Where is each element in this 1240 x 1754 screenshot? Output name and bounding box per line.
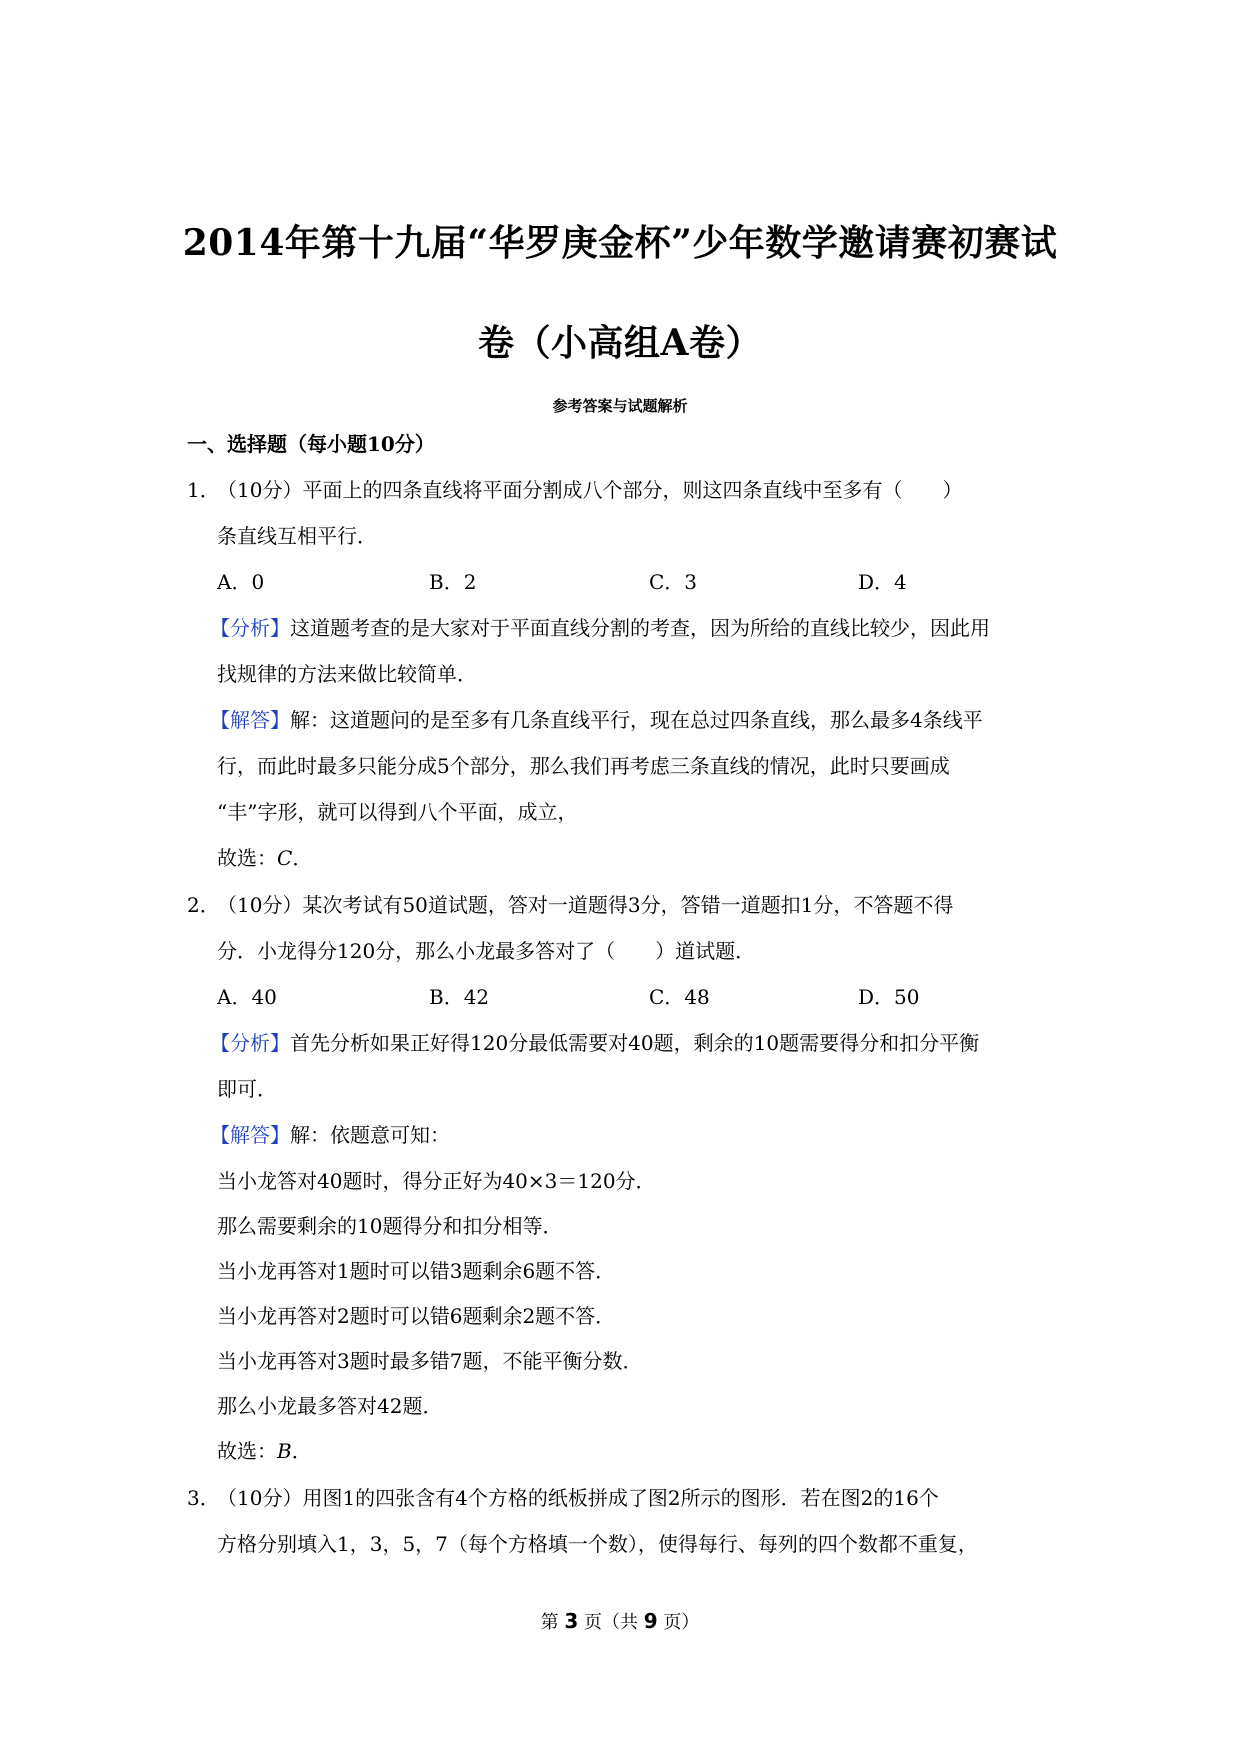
question-1-option-b: B．2 bbox=[429, 570, 477, 594]
question-1-number: 1． bbox=[187, 478, 220, 502]
footer-total-pages: 9 bbox=[643, 1609, 658, 1633]
question-3-text-line-2: 方格分别填入1，3，5，7（每个方格填一个数），使得每行、每列的四个数都不重复， bbox=[217, 1532, 978, 1556]
question-1-option-d: D．4 bbox=[858, 570, 907, 594]
document-title-line-1: 2014年第十九届“华罗庚金杯”少年数学邀请赛初赛试 bbox=[182, 222, 1058, 264]
choice-letter: C bbox=[277, 846, 293, 870]
footer-mid: 页（共 bbox=[578, 1612, 644, 1633]
answer-text: 解：依题意可知： bbox=[290, 1123, 450, 1147]
question-2-option-d: D．50 bbox=[858, 985, 920, 1009]
question-2-analysis-line-2: 即可． bbox=[217, 1077, 277, 1101]
page-footer bbox=[0, 1608, 1240, 1634]
answer-tag: 【解答】 bbox=[210, 708, 290, 732]
question-2-option-c: C．48 bbox=[649, 985, 710, 1009]
question-2-step-1: 当小龙答对40题时，得分正好为40×3＝120分． bbox=[217, 1169, 656, 1193]
answer-tag: 【解答】 bbox=[210, 1123, 290, 1147]
footer-prefix: 第 bbox=[540, 1612, 565, 1633]
analysis-text: 这道题考查的是大家对于平面直线分割的考查，因为所给的直线比较少，因此用 bbox=[290, 616, 990, 640]
question-1-analysis-line-1 bbox=[210, 614, 990, 642]
document-subtitle: 参考答案与试题解析 bbox=[552, 397, 688, 415]
question-3-text-line-1: （10分）用图1的四张含有4个方格的纸板拼成了图2所示的图形．若在图2的16个 bbox=[217, 1486, 939, 1510]
question-2-step-5: 当小龙再答对3题时最多错7题，不能平衡分数． bbox=[217, 1349, 643, 1373]
question-2-text-line-2: 分．小龙得分120分，那么小龙最多答对了（ ）道试题． bbox=[217, 939, 756, 963]
choice-letter: B bbox=[277, 1439, 292, 1463]
question-2-text-line-1: （10分）某次考试有50道试题，答对一道题得3分，答错一道题扣1分，不答题不得 bbox=[217, 893, 954, 917]
footer-page-number: 3 bbox=[564, 1609, 579, 1633]
question-2-choice bbox=[217, 1437, 312, 1465]
question-1-text-line-1: （10分）平面上的四条直线将平面分割成八个部分，则这四条直线中至多有（ ） bbox=[217, 478, 963, 502]
analysis-tag: 【分析】 bbox=[210, 1031, 290, 1055]
question-2-option-a: A．40 bbox=[217, 985, 277, 1009]
section-heading: 一、选择题（每小题10分） bbox=[187, 432, 435, 456]
answer-text: 解：这道题问的是至多有几条直线平行，现在总过四条直线，那么最多4条线平 bbox=[290, 708, 983, 732]
question-1-analysis-line-2: 找规律的方法来做比较简单． bbox=[217, 662, 477, 686]
footer-suffix: 页） bbox=[657, 1612, 700, 1633]
choice-suffix: ． bbox=[292, 846, 313, 870]
question-1-choice bbox=[217, 844, 312, 872]
question-1-answer-line-3: “丰”字形，就可以得到八个平面，成立， bbox=[217, 800, 578, 824]
question-1-text-line-2: 条直线互相平行． bbox=[217, 524, 377, 548]
question-2-step-6: 那么小龙最多答对42题． bbox=[217, 1394, 443, 1418]
question-2-step-2: 那么需要剩余的10题得分和扣分相等． bbox=[217, 1214, 563, 1238]
choice-prefix: 故选： bbox=[217, 846, 277, 870]
analysis-tag: 【分析】 bbox=[210, 616, 290, 640]
choice-prefix: 故选： bbox=[217, 1439, 277, 1463]
document-title-line-2: 卷（小高组A卷） bbox=[478, 322, 762, 364]
question-2-step-3: 当小龙再答对1题时可以错3题剩余6题不答． bbox=[217, 1259, 616, 1283]
question-1-option-c: C．3 bbox=[649, 570, 698, 594]
question-2-answer-line-1 bbox=[210, 1121, 450, 1149]
question-2-analysis-line-1 bbox=[210, 1029, 979, 1057]
question-2-option-b: B．42 bbox=[429, 985, 490, 1009]
question-1-answer-line-1 bbox=[210, 706, 983, 734]
analysis-text: 首先分析如果正好得120分最低需要对40题，剩余的10题需要得分和扣分平衡 bbox=[290, 1031, 980, 1055]
question-2-number: 2． bbox=[187, 893, 220, 917]
question-1-answer-line-2: 行，而此时最多只能分成5个部分，那么我们再考虑三条直线的情况，此时只要画成 bbox=[217, 754, 950, 778]
question-1-option-a: A．0 bbox=[217, 570, 265, 594]
question-3-number: 3． bbox=[187, 1486, 220, 1510]
choice-suffix: ． bbox=[291, 1439, 312, 1463]
question-2-step-4: 当小龙再答对2题时可以错6题剩余2题不答． bbox=[217, 1304, 616, 1328]
